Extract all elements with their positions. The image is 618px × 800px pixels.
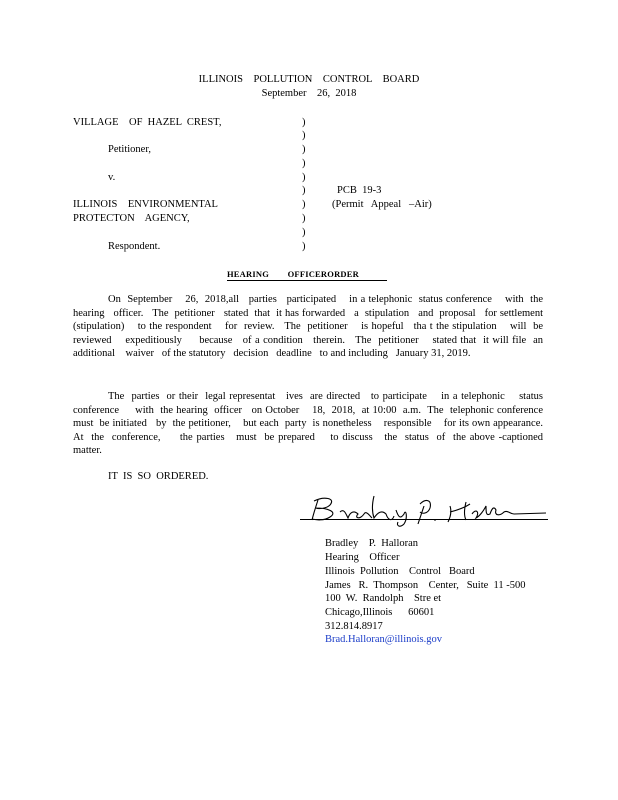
caption-paren: ) <box>302 199 306 210</box>
signer-name: Bradley P. Halloran <box>325 538 419 549</box>
case-type: (Permit Appeal –Air) <box>332 199 432 210</box>
defendant-name-line2: PROTECTON AGENCY, <box>73 213 190 224</box>
caption-paren: ) <box>302 213 306 224</box>
address-line1: James R. Thompson Center, Suite 11 -500 <box>325 580 526 591</box>
versus-label: v. <box>108 172 116 183</box>
email-link[interactable]: Brad.Halloran@illinois.gov <box>325 634 442 645</box>
order-paragraph: On September 26, 2018,all parties participated in a telephonic status conference with the hearing officer. The petitioner stated that it has forwarded a stipulation and proposal for settlement (stipulation) to the respondent for review. The petitioner is hopeful tha t the stipulation will be reviewed expeditiously because of a condition therein. The petitioner stated that it will file an additional waiver of the statutory decision deadline to and including January 31, 2019. <box>73 294 554 359</box>
phone-number: 312.814.8917 <box>325 621 383 632</box>
address-line3: Chicago,Illinois 60601 <box>325 607 435 618</box>
case-number: PCB 19-3 <box>337 185 382 196</box>
respondent-label: Respondent. <box>108 241 161 252</box>
caption-paren: ) <box>302 241 306 252</box>
order-title: HEARING OFFICERORDER <box>227 268 387 281</box>
defendant-name-line1: ILLINOIS ENVIRONMENTAL <box>73 199 218 210</box>
agency-heading: ILLINOIS POLLUTION CONTROL BOARD <box>198 74 420 85</box>
caption-paren: ) <box>302 172 306 183</box>
signer-organization: Illinois Pollution Control Board <box>325 566 475 577</box>
order-paragraph: The parties or their legal representat ives are directed to participate in a telephonic status conference with the hearing officer on October 18, 2018, at 10:00 a.m. The telephonic conference must be initiated by the petitioner, but each party is nonetheless responsible for its own appearance. At the conference, the parties must be prepared to discuss the status of the above -captioned matter. <box>73 391 557 456</box>
caption-paren: ) <box>302 185 306 196</box>
caption-paren: ) <box>302 130 306 141</box>
caption-paren: ) <box>302 158 306 169</box>
address-line2: 100 W. Randolph Stre et <box>325 593 442 604</box>
caption-paren: ) <box>302 227 306 238</box>
plaintiff-name: VILLAGE OF HAZEL CREST, <box>73 117 222 128</box>
order-date: September 26, 2018 <box>261 88 357 99</box>
signer-title: Hearing Officer <box>325 552 400 563</box>
signature-line <box>300 519 548 520</box>
petitioner-label: Petitioner, <box>108 144 152 155</box>
caption-paren: ) <box>302 117 306 128</box>
caption-paren: ) <box>302 144 306 155</box>
signature-image <box>300 492 550 528</box>
order-closing: IT IS SO ORDERED. <box>108 471 209 482</box>
